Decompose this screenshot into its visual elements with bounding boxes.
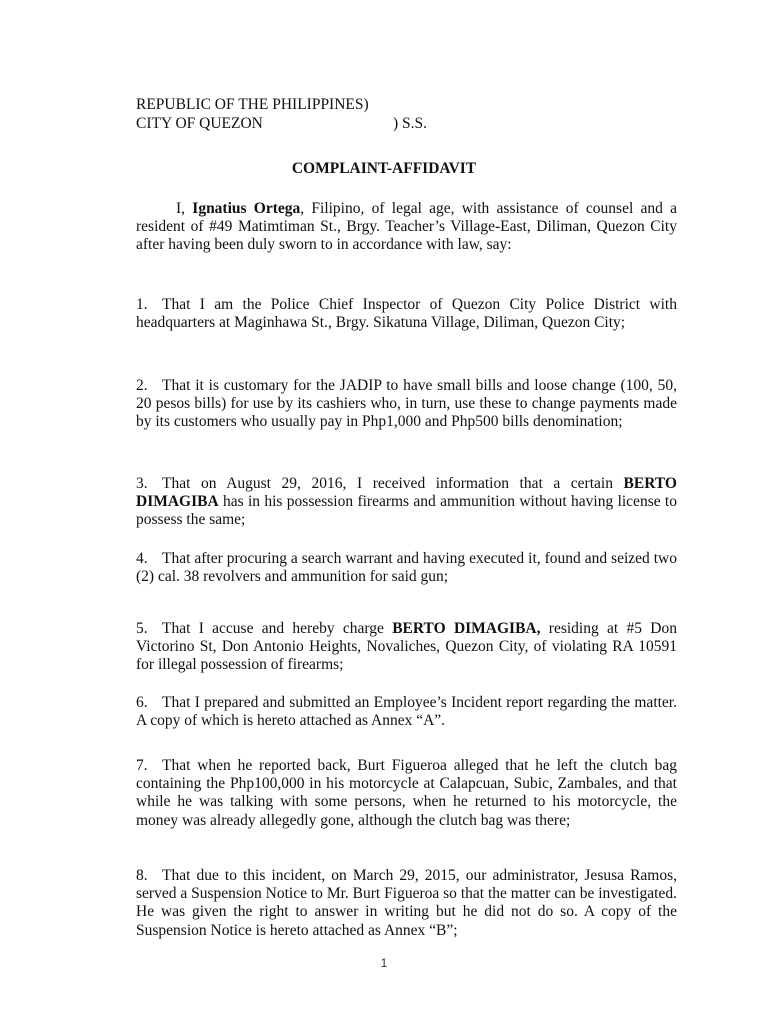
paragraph-text: That after procuring a search warrant and having executed it, found and seized two (2) cal. 38 revolvers and ammunition for said gun; — [136, 550, 677, 586]
document-title: COMPLAINT-AFFIDAVIT — [291, 160, 477, 177]
paragraph-text: That I am the Police Chief Inspector of Quezon City Police District with headquarters at Maginhawa St., Brgy. Sikatuna Village, Diliman, Quezon City; — [136, 296, 677, 332]
paragraph-number: 1. — [136, 296, 148, 313]
paragraph-number: 7. — [136, 757, 148, 774]
intro-post: , Filipino, of legal age, with assistance of counsel and a resident of #49 Matimtiman St., Brgy. Teacher’s Village-East, Diliman, Quezon City after having been duly sworn to in accordance with law, say: — [136, 200, 677, 254]
intro-pre: I, — [176, 200, 193, 217]
affiant-name: Ignatius Ortega — [192, 200, 301, 217]
paragraph-2 — [136, 377, 677, 432]
paragraph-8 — [136, 867, 677, 940]
paragraph-text-pre: That on August 29, 2016, I received information that a certain — [162, 475, 624, 492]
accused-name: BERTO DIMAGIBA, — [392, 620, 541, 637]
venue-line-republic — [136, 95, 369, 114]
page-number: 1 — [380, 956, 388, 970]
paragraph-number: 6. — [136, 694, 148, 711]
venue-line-city — [136, 114, 428, 133]
paragraph-number: 4. — [136, 550, 148, 567]
paragraph-number: 3. — [136, 475, 148, 492]
venue-city: CITY OF QUEZON — [136, 115, 263, 132]
paragraph-text-post: residing at #5 Don Victorino St, Don Antonio Heights, Novaliches, Quezon City, of violating RA 10591 for illegal possession of firearms; — [136, 620, 677, 674]
paragraph-5 — [136, 620, 677, 675]
paragraph-number: 2. — [136, 377, 148, 394]
paragraph-number: 5. — [136, 620, 148, 637]
paragraph-number: 8. — [136, 867, 148, 884]
paragraph-text-post: has in his possession firearms and ammunition without having license to possess the same; — [136, 493, 677, 529]
accused-name: BERTO DIMAGIBA — [136, 475, 677, 511]
venue-caption — [136, 95, 428, 133]
paragraph-text: That when he reported back, Burt Figueroa alleged that he left the clutch bag containing the Php100,000 in his motorcycle at Calapcuan, Subic, Zambales, and that while he was talking with some persons, when he returned to his motorcycle, the money was already allegedly gone, although the clutch bag was there; — [136, 757, 677, 829]
paragraph-6 — [136, 694, 677, 730]
paragraph-text: That I prepared and submitted an Employee’s Incident report regarding the matter. A copy of which is hereto attached as Annex “A”. — [136, 694, 677, 730]
paragraph-text: That it is customary for the JADIP to have small bills and loose change (100, 50, 20 pesos bills) for use by its cashiers who, in turn, use these to change payments made by its customers who usually pay in Php1,000 and Php500 bills denomination; — [136, 377, 677, 431]
paragraph-text-pre: That I accuse and hereby charge — [162, 620, 393, 637]
venue-ss: ) S.S. — [393, 115, 428, 132]
paragraph-1 — [136, 296, 677, 332]
paragraph-text: That due to this incident, on March 29, 2015, our administrator, Jesusa Ramos, served a Suspension Notice to Mr. Burt Figueroa so that the matter can be investigated. He was given the right to answer in writing but he did not do so. A copy of the Suspension Notice is hereto attached as Annex “B”; — [136, 867, 677, 939]
intro-paragraph — [136, 200, 677, 255]
paragraph-4 — [136, 550, 677, 586]
paragraph-3 — [136, 475, 677, 530]
paragraph-7 — [136, 757, 677, 830]
venue-republic: REPUBLIC OF THE PHILIPPINES) — [136, 96, 369, 113]
